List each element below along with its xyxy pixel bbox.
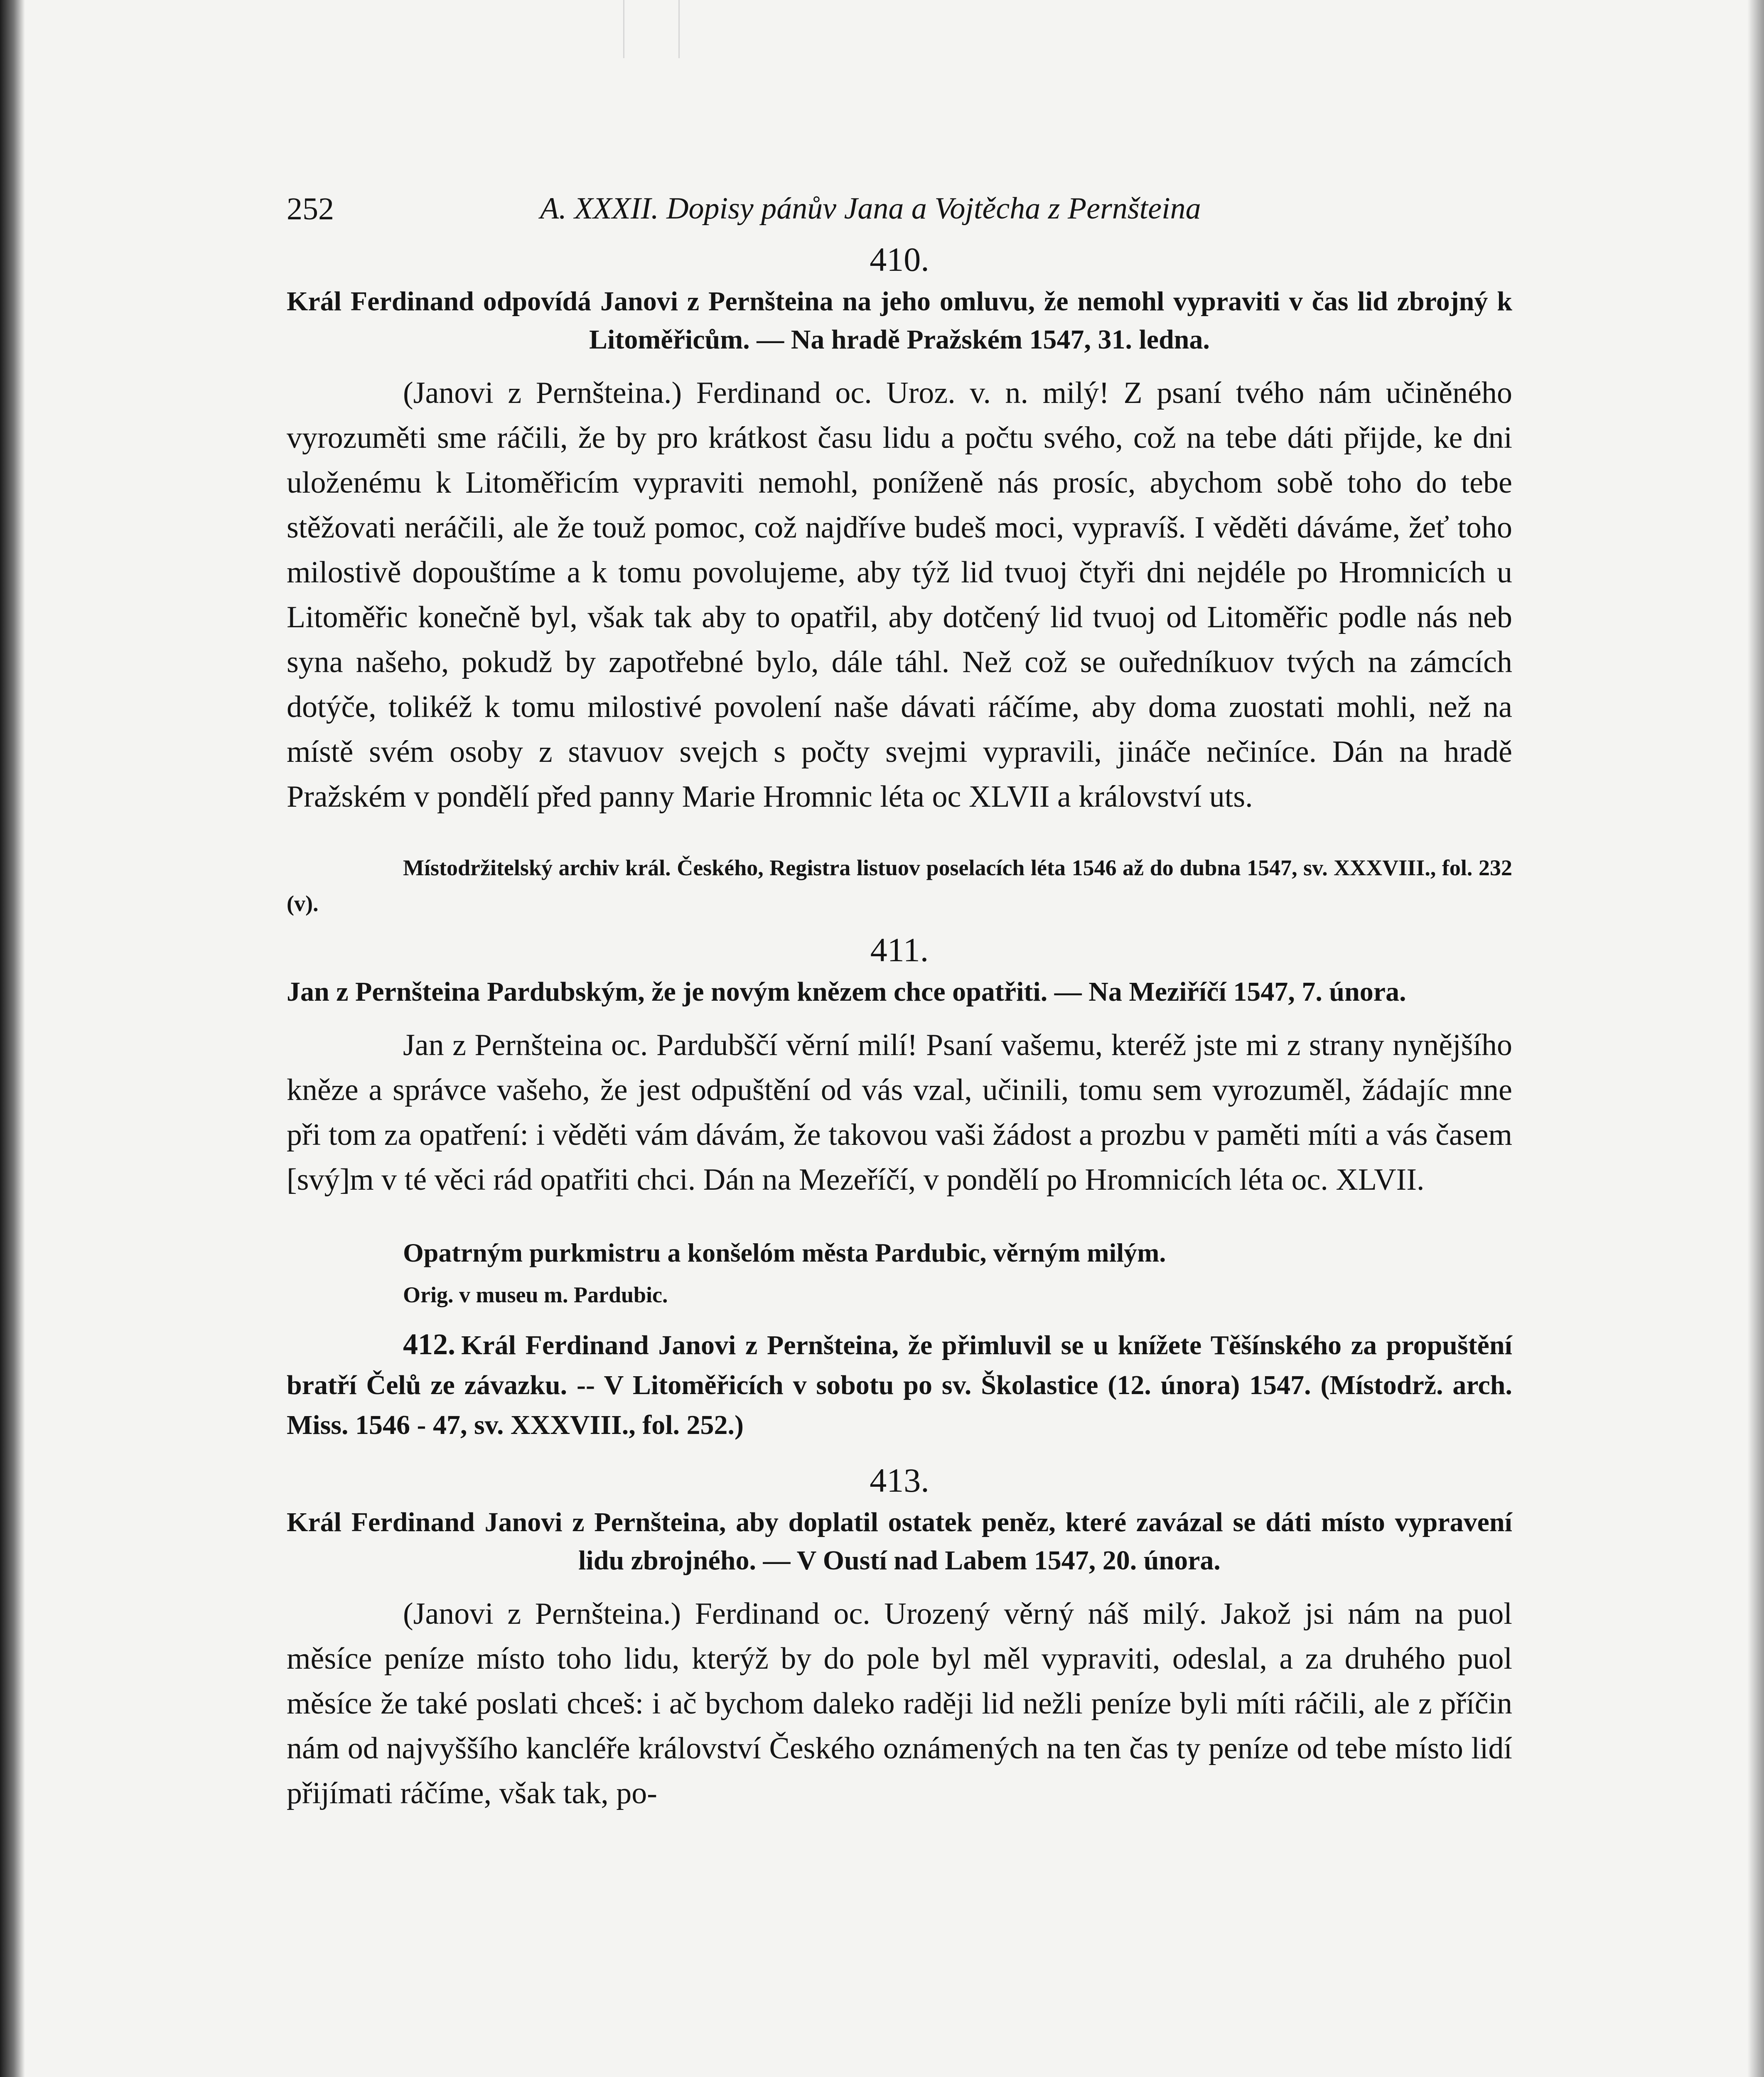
scan-fold-mark xyxy=(623,0,680,58)
letter-heading: Král Ferdinand Janovi z Pernšteina, aby doplatil ostatek peněz, které zavázal se dáti místo vypravení lidu zbrojného. — V Oustí nad Labem 1547, 20. února. xyxy=(287,1507,1512,1576)
letter-source: Místodržitelský archiv král. Českého, Registra listuov poselacích léta 1546 až do dubna 1547, sv. XXXVIII., fol. 232 (v). xyxy=(287,855,1512,916)
letter-number: 411. xyxy=(870,931,929,969)
letter-body: (Janovi z Pernšteina.) Ferdinand oc. Uroz. v. n. milý! Z psaní tvého nám učiněného vyrozuměti sme ráčili, že by pro krátkost času lidu a počtu svého, což na tebe dáti přijde, ke dni uloženému k Litoměřicím vypraviti nemohl, poníženě nás prosíc, abychom sobě toho do tebe stěžovati neráčili, ale že touž pomoc, což najdříve budeš moci, vypravíš. I věděti dáváme, žeť toho milostivě dopouštíme a k tomu povolujeme, aby týž lid tvuoj čtyři dni nejdéle po Hromnicích u Litoměřic konečně byl, však tak aby to opatřil, aby dotčený lid tvuoj od Litoměřic podle nás neb syna našeho, pokudž by zapotřebné bylo, dále táhl. Než což se ouředníkuov tvých na zámcích dotýče, tolikéž k tomu milostivé povolení naše dávati ráčíme, aby doma zuostati mohli, než na místě svém osoby z stavuov svejch s počty svejmi vypravili, jináče nečiníce. Dán na hradě Pražském v pondělí před panny Marie Hromnic léta oc XLVII a království uts. xyxy=(287,376,1512,814)
scan-edge-right xyxy=(1747,0,1764,2077)
letter-heading: Král Ferdinand odpovídá Janovi z Pernšteina na jeho omluvu, že nemohl vypraviti v čas lid zbrojný k Litoměřicům. — Na hradě Pražském 1547, 31. ledna. xyxy=(287,286,1512,355)
scan-edge-left xyxy=(0,0,25,2077)
letter-body: (Janovi z Pernšteina.) Ferdinand oc. Urozený věrný náš milý. Jakož jsi nám na puol měsíce peníze místo toho lidu, kterýž by do pole byl měl vypraviti, odeslal, a za druhého puol měsíce že také poslati chceš: i ač bychom daleko raději lid nežli peníze byli míti ráčili, ale z příčin nám od najvyššího kancléře království Českého oznámených na ten čas ty peníze od tebe místo lidí přijímati ráčíme, však tak, po- xyxy=(287,1597,1512,1810)
regest-text: Král Ferdinand Janovi z Pernšteina, že přimluvil se u knížete Těšínského za propuštění bratří Čelů ze závazku. -- V Litoměřicích v sobotu po sv. Školastice (12. února) 1547. (Místodrž. arch. Miss. 1546 - 47, sv. XXXVIII., fol. 252.) xyxy=(287,1330,1512,1440)
letter-number: 410. xyxy=(870,241,929,278)
letter-number: 412. xyxy=(403,1328,455,1361)
letter-412 xyxy=(287,1324,1512,1445)
letter-410 xyxy=(287,237,1512,921)
letter-source: Orig. v museu m. Pardubic. xyxy=(403,1282,668,1307)
letter-number: 413. xyxy=(870,1461,929,1499)
letter-411 xyxy=(287,927,1512,1313)
page-number: 252 xyxy=(287,191,334,226)
running-head xyxy=(287,183,1512,237)
letter-regest xyxy=(287,1324,1512,1445)
letter-413 xyxy=(287,1458,1512,1816)
letter-heading: Jan z Pernšteina Pardubským, že je novým knězem chce opatřiti. — Na Meziříčí 1547, 7. února. xyxy=(287,977,1406,1007)
letter-addressee: Opatrným purkmistru a konšelóm města Pardubic, věrným milým. xyxy=(403,1238,1166,1267)
letter-body: Jan z Pernšteina oc. Pardubščí věrní milí! Psaní vašemu, kteréž jste mi z strany nynějšího kněze a správce vašeho, že jest odpuštění od vás vzal, učinili, tomu sem vyrozuměl, žádajíc mne při tom za opatření: i věděti vám dávám, že takovou vaši žádost a prozbu v paměti míti a vás časem [svý]m v té věci rád opatřiti chci. Dán na Mezeříčí, v pondělí po Hromnicích léta oc. XLVII. xyxy=(287,1028,1512,1197)
page-content xyxy=(287,183,1512,1846)
running-title: A. XXXII. Dopisy pánův Jana a Vojtěcha z Pernšteina xyxy=(540,191,1201,226)
